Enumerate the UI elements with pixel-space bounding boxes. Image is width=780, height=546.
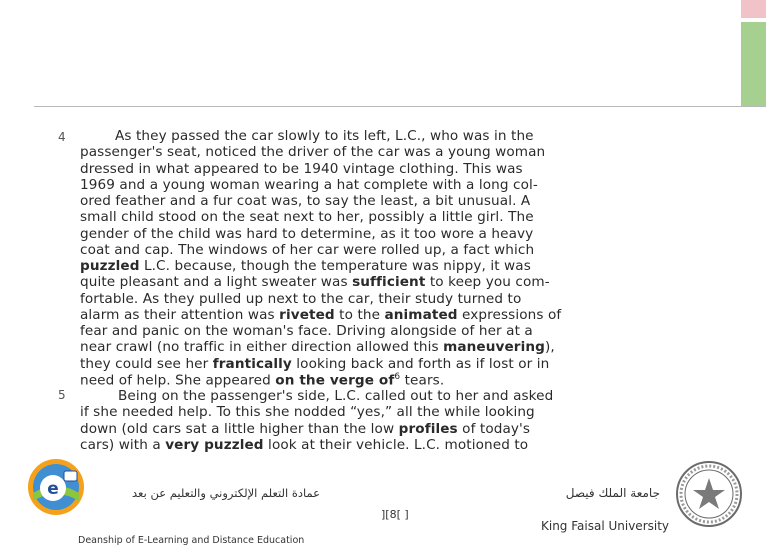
- text-run: need of help. She appeared: [80, 372, 276, 389]
- deanship-english-name: Deanship of E-Learning and Distance Education: [78, 535, 305, 546]
- vocabulary-term: riveted: [279, 306, 335, 323]
- text-run: look at their vehicle. L.C. motioned to: [263, 436, 529, 453]
- vocabulary-term: sufficient: [352, 274, 426, 291]
- passage-line: [80, 307, 561, 323]
- passage-line: [80, 372, 444, 389]
- e-learning-logo-icon: [26, 457, 86, 517]
- accent-bar-pink: [741, 0, 766, 18]
- passage-line: [80, 144, 545, 160]
- passage-line: [80, 437, 528, 453]
- paragraph-number: 4: [58, 130, 66, 144]
- vocabulary-term: maneuvering: [443, 339, 545, 356]
- text-run: 1969 and a young woman wearing a hat complete with a long col-: [80, 176, 538, 193]
- passage-line: [80, 323, 533, 339]
- footer: [0, 455, 780, 546]
- passage-line: [80, 242, 534, 258]
- text-run: cars) with a: [80, 436, 166, 453]
- text-run: alarm as their attention was: [80, 306, 280, 323]
- text-run: ored feather and a fur coat was, to say the least, a bit unusual. A: [80, 193, 531, 209]
- passage-line: [80, 339, 555, 355]
- text-run: they could see her: [80, 355, 213, 372]
- text-run: small child stood on the seat next to her, possibly a little girl. The: [80, 209, 534, 226]
- text-run: down (old cars sat a little higher than the low: [80, 420, 399, 437]
- university-english-name: King Faisal University: [541, 519, 670, 533]
- text-run: looking back and forth as if lost or in: [291, 355, 550, 372]
- passage-line: [80, 226, 533, 242]
- vocabulary-term: very puzzled: [165, 436, 264, 453]
- deanship-arabic-name: عمادة التعلم الإلكتروني والتعليم عن بعد: [132, 486, 320, 500]
- passage-line: [80, 421, 530, 437]
- text-run: if she needed help. To this she nodded “yes,” all the while looking: [80, 404, 535, 421]
- vocabulary-term: animated: [384, 306, 458, 323]
- text-run: near crawl (no traffic in either direction allowed this: [80, 339, 444, 356]
- text-run: dressed in what appeared to be 1940 vintage clothing. This was: [80, 160, 523, 177]
- vocabulary-term: frantically: [212, 355, 292, 372]
- page-number: ][8[ ]: [381, 508, 409, 521]
- text-run: tears.: [400, 372, 445, 389]
- text-run: of today's: [457, 420, 531, 437]
- text-run: passenger's seat, noticed the driver of the car was a young woman: [80, 144, 546, 161]
- paragraph-number: 5: [58, 388, 66, 402]
- text-run: fear and panic on the woman's face. Driving alongside of her at a: [80, 323, 533, 339]
- passage-line: [80, 193, 530, 209]
- passage-line: [80, 209, 534, 225]
- vocabulary-term: puzzled: [80, 258, 140, 274]
- text-run: to the: [334, 306, 385, 323]
- passage-line: [118, 388, 553, 404]
- passage-line: [80, 161, 523, 177]
- text-run: expressions of: [457, 306, 562, 323]
- passage-line: [115, 128, 534, 144]
- passage-line: [80, 291, 521, 307]
- passage-line: [80, 258, 531, 274]
- passage-line: [80, 356, 549, 372]
- text-run: to keep you com-: [425, 274, 550, 291]
- passage-line: [80, 177, 538, 193]
- svg-text:e: e: [47, 479, 59, 499]
- text-run: quite pleasant and a light sweater was: [80, 274, 353, 291]
- vocabulary-term: on the verge of: [275, 372, 395, 389]
- university-seal-icon: [675, 460, 743, 528]
- text-run: L.C. because, though the temperature was nippy, it was: [139, 258, 531, 274]
- text-run: gender of the child was hard to determine, as it too wore a heavy: [80, 225, 534, 242]
- passage-line: [80, 274, 550, 290]
- text-run: Being on the passenger's side, L.C. called out to her and asked: [118, 388, 554, 404]
- text-run: ),: [544, 339, 555, 356]
- text-run: 6: [394, 371, 401, 382]
- university-arabic-name: جامعة الملك فيصل: [565, 486, 660, 500]
- text-run: coat and cap. The windows of her car were rolled up, a fact which: [80, 241, 535, 258]
- accent-bar-green: [741, 22, 766, 106]
- header-divider: [34, 106, 766, 107]
- text-run: As they passed the car slowly to its left, L.C., who was in the: [115, 128, 534, 144]
- vocabulary-term: profiles: [398, 420, 458, 437]
- passage-line: [80, 404, 535, 420]
- text-run: fortable. As they pulled up next to the car, their study turned to: [80, 290, 522, 307]
